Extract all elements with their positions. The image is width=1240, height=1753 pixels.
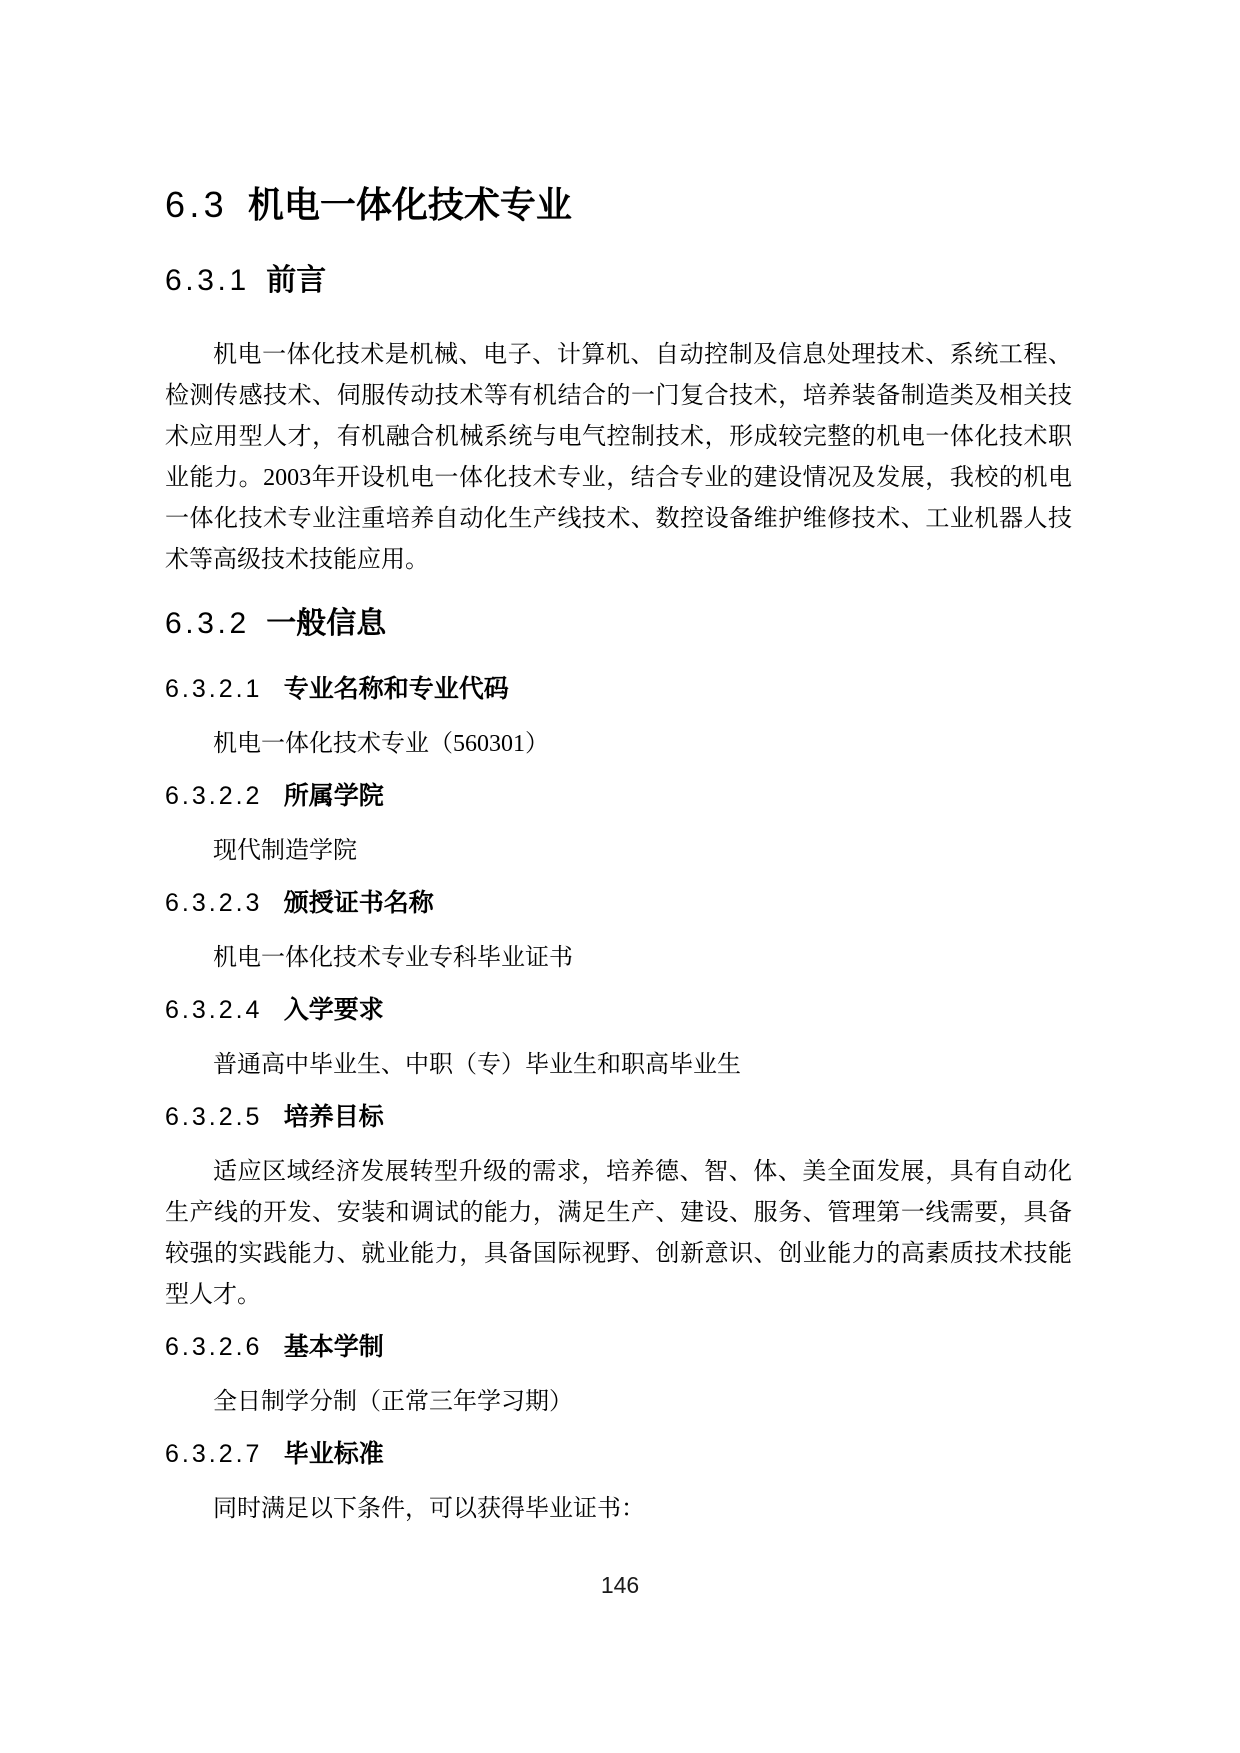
heading-number: 6.3.2.5 (165, 1103, 263, 1131)
subsection-heading (165, 1102, 1072, 1132)
subsection-major-name-code (165, 674, 1072, 765)
heading-number: 6.3.2.3 (165, 889, 263, 917)
subsection-admission-requirements (165, 995, 1072, 1086)
chapter-heading (165, 183, 1072, 227)
subsection-body: 现代制造学院 (213, 838, 357, 864)
subsection-heading (165, 674, 1072, 704)
heading-number: 6.3.1 (165, 264, 250, 297)
heading-title: 前言 (266, 264, 327, 297)
subsection-heading (165, 1439, 1072, 1469)
subsection-body: 适应区域经济发展转型升级的需求，培养德、智、体、美全面发展，具有自动化生产线的开发、安装和调试的能力，满足生产、建设、服务、管理第一线需要，具备较强的实践能力、就业能力，具备国际视野、创新意识、创业能力的高素质技术技能型人才。 (165, 1159, 1072, 1308)
heading-title: 颁授证书名称 (283, 889, 434, 917)
subsection-graduation-standard (165, 1439, 1072, 1530)
heading-title: 培养目标 (283, 1103, 384, 1131)
subsection-body: 机电一体化技术专业专科毕业证书 (213, 945, 573, 971)
subsection-body: 全日制学分制（正常三年学习期） (213, 1389, 573, 1415)
heading-number: 6.3.2 (165, 607, 250, 640)
heading-number: 6.3.2.4 (165, 996, 263, 1024)
subsection-schooling-system (165, 1332, 1072, 1423)
heading-title: 毕业标准 (283, 1440, 384, 1468)
subsection-body: 同时满足以下条件，可以获得毕业证书： (213, 1496, 645, 1522)
subsection-body: 普通高中毕业生、中职（专）毕业生和职高毕业生 (213, 1052, 741, 1078)
subsection-college (165, 781, 1072, 872)
subsection-heading (165, 995, 1072, 1025)
subsection-heading (165, 888, 1072, 918)
heading-number: 6.3.2.2 (165, 782, 263, 810)
subsection-heading (165, 1332, 1072, 1362)
subsection-training-objectives (165, 1102, 1072, 1316)
heading-title: 专业名称和专业代码 (283, 675, 509, 703)
heading-title: 入学要求 (283, 996, 384, 1024)
heading-number: 6.3.2.1 (165, 675, 263, 703)
chapter-number: 6.3 (165, 184, 229, 225)
heading-title: 所属学院 (283, 782, 384, 810)
subsection-certificate-name (165, 888, 1072, 979)
heading-number: 6.3.2.7 (165, 1440, 263, 1468)
chapter-title: 机电一体化技术专业 (247, 184, 572, 225)
heading-title: 基本学制 (283, 1333, 384, 1361)
page-number: 146 (600, 1572, 640, 1598)
preface-paragraph: 机电一体化技术是机械、电子、计算机、自动控制及信息处理技术、系统工程、检测传感技术、伺服传动技术等有机结合的一门复合技术，培养装备制造类及相关技术应用型人才，有机融合机械系统与电气控制技术，形成较完整的机电一体化技术职业能力。2003年开设机电一体化技术专业，结合专业的建设情况及发展，我校的机电一体化技术专业注重培养自动化生产线技术、数控设备维护维修技术、工业机器人技术等高级技术技能应用。 (165, 342, 1072, 573)
heading-number: 6.3.2.6 (165, 1333, 263, 1361)
section-heading-general-info (165, 606, 1072, 642)
subsection-heading (165, 781, 1072, 811)
section-heading-preface (165, 263, 1072, 299)
heading-title: 一般信息 (266, 607, 387, 640)
subsection-body: 机电一体化技术专业（560301） (213, 731, 549, 757)
